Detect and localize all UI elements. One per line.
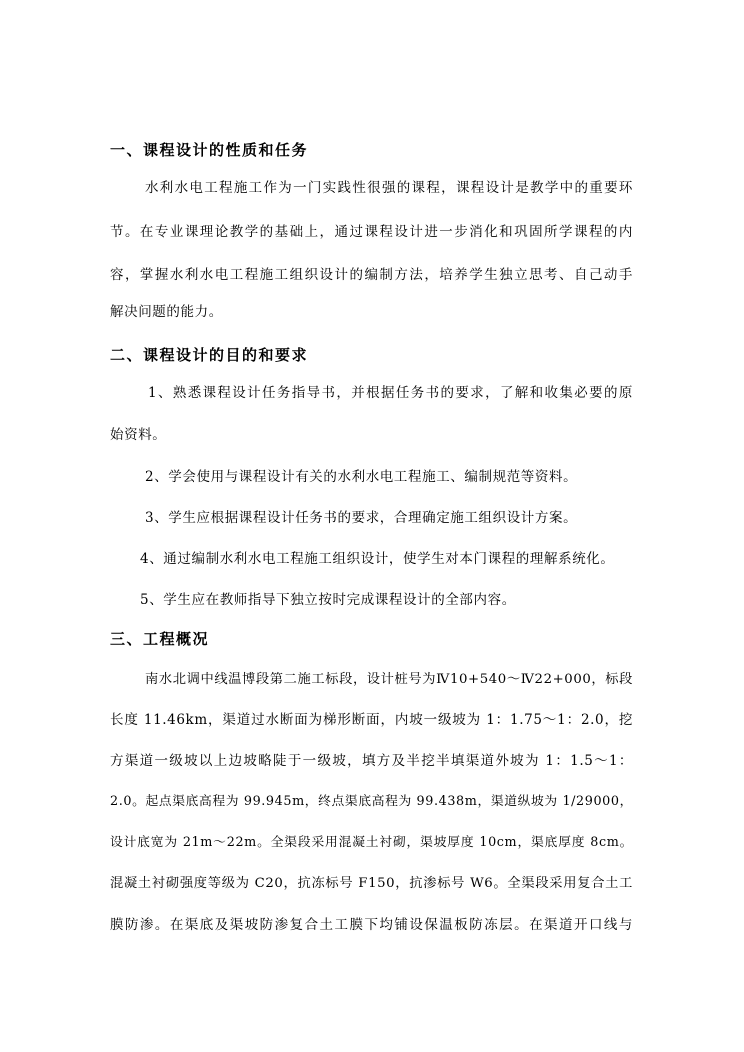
section-3-line-7: 膜防渗。在渠底及渠坡防渗复合土工膜下均铺设保温板防冻层。在渠道开口线与 bbox=[110, 917, 633, 933]
section-1-heading: 一、课程设计的性质和任务 bbox=[110, 141, 309, 159]
section-2-item-3: 3、学生应根据课程设计任务书的要求，合理确定施工组织设计方案。 bbox=[145, 510, 578, 526]
section-3-line-3: 方渠道一级坡以上边坡略陡于一级坡，填方及半挖半填渠道外坡为 1：1.5～1： bbox=[110, 753, 633, 769]
section-3-line-4: 2.0。起点渠底高程为 99.945m，终点渠底高程为 99.438m，渠道纵坡为 1/29000， bbox=[110, 794, 633, 809]
section-2-item-5: 5、学生应在教师指导下独立按时完成课程设计的全部内容。 bbox=[140, 592, 516, 608]
section-2-item-1-cont: 始资料。 bbox=[110, 427, 167, 443]
section-2-item-2: 2、学会使用与课程设计有关的水利水电工程施工、编制规范等资料。 bbox=[145, 469, 578, 485]
section-3-line-6: 混凝土衬砌强度等级为 C20，抗冻标号 F150，抗渗标号 W6。全渠段采用复合土工 bbox=[110, 876, 633, 891]
section-1-line-2: 节。在专业课理论教学的基础上，通过课程设计进一步消化和巩固所学课程的内 bbox=[110, 224, 633, 240]
section-3-heading: 三、工程概况 bbox=[110, 630, 210, 648]
section-1-line-1: 水利水电工程施工作为一门实践性很强的课程，课程设计是教学中的重要环 bbox=[145, 180, 633, 196]
section-2-item-1: 1、熟悉课程设计任务指导书，并根据任务书的要求，了解和收集必要的原 bbox=[148, 385, 633, 401]
section-3-line-2: 长度 11.46km，渠道过水断面为梯形断面，内坡一级坡为 1：1.75～1：2.0，挖 bbox=[110, 712, 633, 728]
section-2-item-4: 4、通过编制水利水电工程施工组织设计，使学生对本门课程的理解系统化。 bbox=[140, 551, 615, 567]
section-1-line-3: 容，掌握水利水电工程施工组织设计的编制方法，培养学生独立思考、自己动手 bbox=[110, 267, 633, 283]
section-3-line-5: 设计底宽为 21m～22m。全渠段采用混凝土衬砌，渠坡厚度 10cm，渠底厚度 8cm。 bbox=[110, 835, 633, 850]
section-3-line-1: 南水北调中线温博段第二施工标段，设计桩号为Ⅳ10+540～Ⅳ22+000，标段 bbox=[145, 672, 633, 687]
section-1-line-4: 解决问题的能力。 bbox=[110, 304, 223, 320]
section-2-heading: 二、课程设计的目的和要求 bbox=[110, 346, 309, 364]
